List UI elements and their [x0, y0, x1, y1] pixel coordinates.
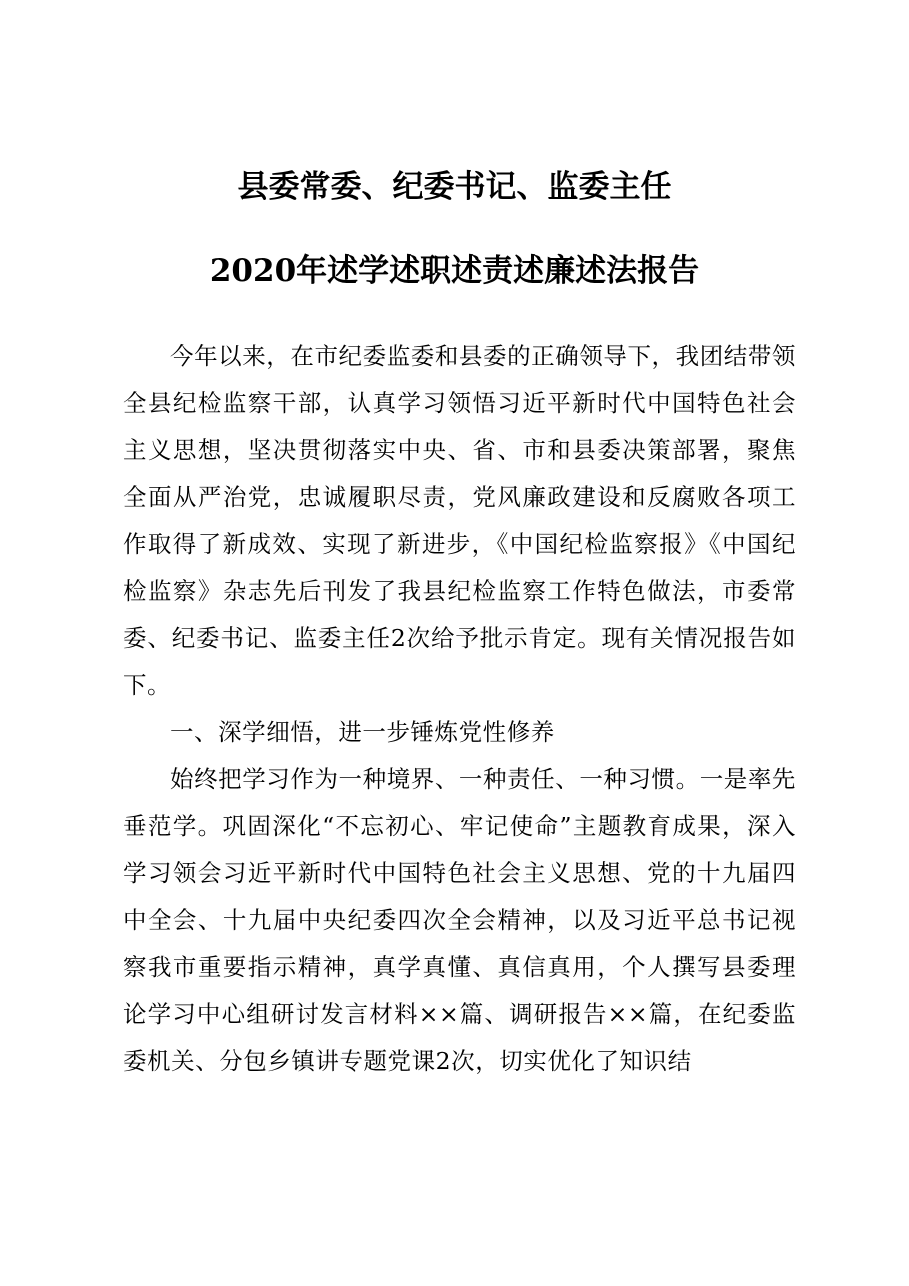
document-title-line-1: 县委常委、纪委书记、监委主任: [237, 169, 672, 205]
intro-paragraph: 今年以来，在市纪委监委和县委的正确领导下，我团结带领全县纪检监察干部，认真学习领悟习近平新时代中国特色社会主义思想，坚决贯彻落实中央、省、市和县委决策部署，聚焦全面从严治党，忠诚履职尽责，党风廉政建设和反腐败各项工作取得了新成效、实现了新进步，《中国纪检监察报》《中国纪检监察》杂志先后刊发了我县纪检监察工作特色做法，市委常委、纪委书记、监委主任2次给予批示肯定。现有关情况报告如下。: [123, 342, 796, 699]
document-body: [123, 333, 796, 1085]
section-heading-1: 一、深学细悟，进一步锤炼党性修养: [170, 718, 555, 746]
document-title-line-2: 2020年述学述职述责述廉述法报告: [209, 253, 700, 289]
section-1-paragraph: 始终把学习作为一种境界、一种责任、一种习惯。一是率先垂范学。巩固深化“不忘初心、牢记使命”主题教育成果，深入学习领会习近平新时代中国特色社会主义思想、党的十九届四中全会、十九届中央纪委四次全会精神，以及习近平总书记视察我市重要指示精神，真学真懂、真信真用，个人撰写县委理论学习中心组研讨发言材料××篇、调研报告××篇，在纪委监委机关、分包乡镇讲专题党课2次，切实优化了知识结: [123, 765, 796, 1075]
